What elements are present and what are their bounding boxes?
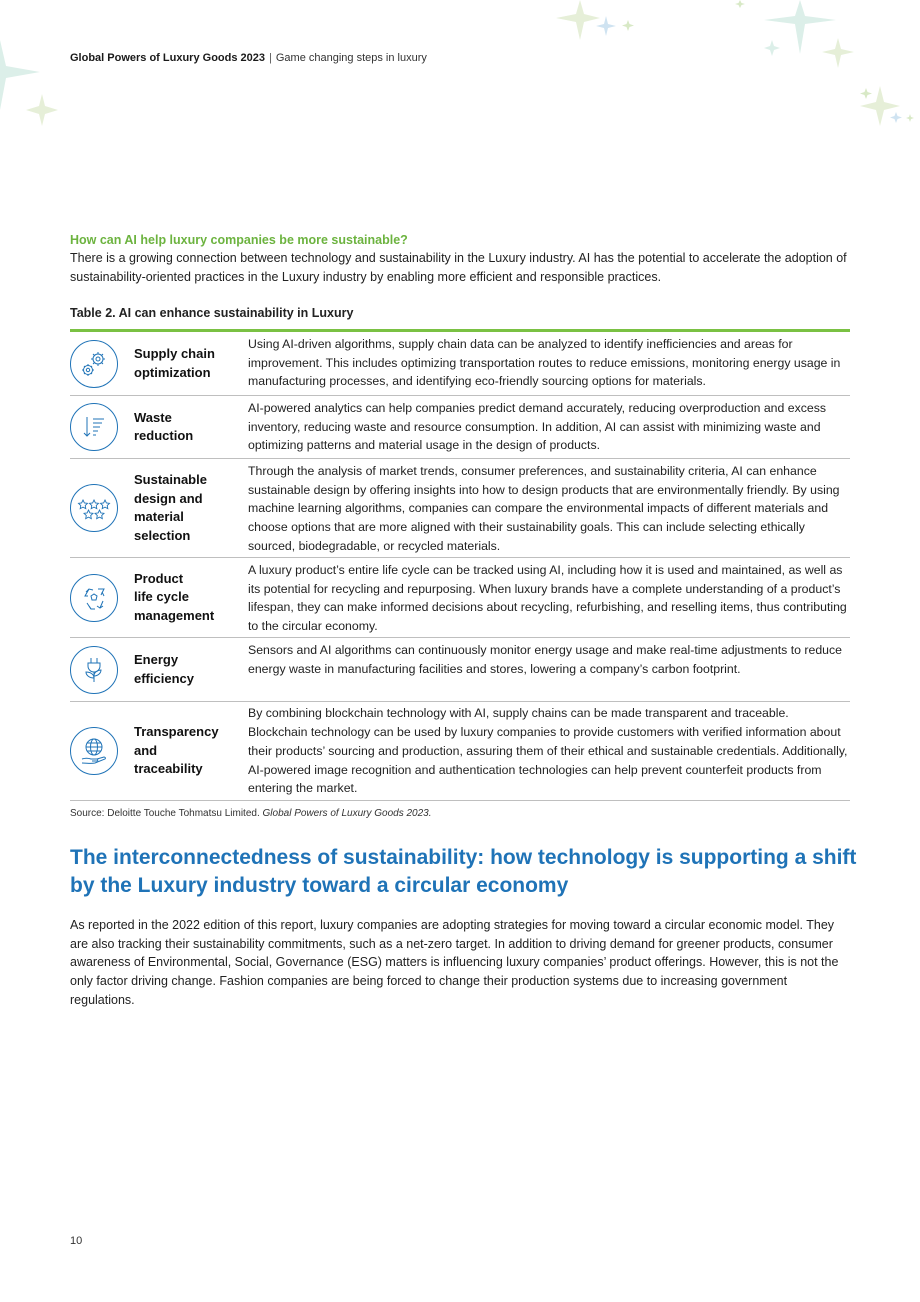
row-label bbox=[134, 459, 248, 557]
sparkle-star-icon bbox=[622, 20, 634, 31]
sparkle-star-icon bbox=[890, 112, 902, 123]
icon-cell bbox=[70, 332, 134, 395]
row-label-line: material bbox=[134, 509, 184, 524]
intro-section bbox=[70, 232, 850, 287]
row-label-line: traceability bbox=[134, 761, 203, 777]
recycle-icon bbox=[70, 574, 118, 622]
sparkle-star-icon bbox=[860, 86, 900, 126]
icon-cell bbox=[70, 396, 134, 458]
sparkle-star-icon bbox=[860, 88, 872, 99]
globe-hand-icon bbox=[70, 727, 118, 775]
table-row bbox=[70, 459, 850, 558]
row-description: Using AI-driven algorithms, supply chain data can be analyzed to identify inefficiencies and areas for improvement. This includes optimizing transportation routes to reduce emissions, monitoring energy usage in manufacturing processes, and identifying eco-friendly sourcing options for materials. bbox=[248, 337, 841, 389]
sparkle-star-icon bbox=[764, 40, 780, 56]
row-label bbox=[134, 332, 248, 395]
icon-cell bbox=[70, 702, 134, 800]
row-description: Through the analysis of market trends, consumer preferences, and sustainability criteria, AI can enhance sustainable design by offering insights into how to design products that are environmentally friendly. By using machine learning algorithms, companies can compare the environmental impacts of different materials and choose options that are more aligned with their sustainability goals. This can include selecting ethically sourced, biodegradable, or recycled materials. bbox=[248, 464, 840, 553]
sparkle-star-icon bbox=[735, 0, 745, 8]
row-label bbox=[134, 558, 248, 637]
icon-cell bbox=[70, 638, 134, 701]
plug-leaf-icon bbox=[70, 646, 118, 694]
row-description: Sensors and AI algorithms can continuously monitor energy usage and make real-time adjustments to reduce energy waste in manufacturing facilities and stores, lowering a company’s carbon footprint. bbox=[248, 643, 842, 676]
intro-paragraph: There is a growing connection between technology and sustainability in the Luxury industry. AI has the potential to accelerate the adoption of sustainability-oriented practices in the Luxury industry by enabling more efficient and responsible practices. bbox=[70, 251, 847, 284]
sparkle-star-icon bbox=[556, 0, 600, 40]
gears-icon bbox=[70, 340, 118, 388]
intro-heading: How can AI help luxury companies be more sustainable? bbox=[70, 233, 408, 247]
row-description: A luxury product’s entire life cycle can be tracked using AI, including how it is used and maintained, as well as its potential for recycling and repurposing. When luxury brands have a complete understanding of a product’s lifespan, they can make informed decisions about recycling, refurbishing, and reselling items, thus contributing to the circular economy. bbox=[248, 563, 847, 634]
row-label-line: Sustainable bbox=[134, 472, 207, 487]
row-label-line: efficiency bbox=[134, 670, 194, 686]
table-row bbox=[70, 396, 850, 459]
row-label-line: Waste bbox=[134, 409, 172, 425]
table-row bbox=[70, 638, 850, 702]
row-label bbox=[134, 702, 248, 800]
page-number: 10 bbox=[70, 1235, 83, 1247]
row-label bbox=[134, 638, 248, 701]
sparkle-star-icon bbox=[764, 0, 836, 54]
row-label-line: management bbox=[134, 607, 215, 623]
table-row bbox=[70, 558, 850, 638]
header-separator: | bbox=[269, 52, 272, 64]
section-body: As reported in the 2022 edition of this report, luxury companies are adopting strategies for moving toward a circular economic model. They are also tracking their sustainability commitments, such as a net-zero target. In addition to driving demand for greener products, consumer awareness of Environmental, Social, Governance (ESG) matters is influencing luxury companies’ product offerings. However, this is not the only factor driving change. Fashion companies are being forced to change their production systems due to increasing government regulations. bbox=[70, 918, 839, 1007]
icon-cell bbox=[70, 459, 134, 557]
sparkle-star-icon bbox=[906, 114, 914, 122]
source-title: Global Powers of Luxury Goods 2023. bbox=[262, 808, 432, 819]
row-description: By combining blockchain technology with AI, supply chains can be made transparent and traceable. Blockchain technology can be used by luxury companies to provide customers with verified information about their products’ sourcing and production, assuring them of their ethical and sustainable credentials. Additionally, AI-powered image recognition and authentication technologies can help prevent counterfeit products from entering the market. bbox=[248, 706, 848, 796]
row-label-line: and bbox=[134, 742, 158, 758]
row-label-line: Supply chain bbox=[134, 346, 215, 361]
row-label-line: life cycle bbox=[134, 589, 189, 605]
row-label-line: selection bbox=[134, 527, 191, 543]
sparkle-star-icon bbox=[26, 94, 58, 126]
row-description: AI-powered analytics can help companies predict demand accurately, reducing overproduction and excess inventory, reducing waste and resource consumption. In addition, AI can assist with minimizing waste and optimizing patterns and material usage in the design of products. bbox=[248, 401, 827, 453]
row-label-line: reduction bbox=[134, 428, 194, 443]
row-label-line: Transparency bbox=[134, 724, 219, 740]
decorative-sparkles bbox=[0, 0, 920, 140]
header-subtitle: Game changing steps in luxury bbox=[275, 52, 427, 64]
table-title: Table 2. AI can enhance sustainability in Luxury bbox=[70, 306, 354, 320]
table-row bbox=[70, 702, 850, 801]
header-brand: Global Powers of Luxury Goods 2023 bbox=[70, 52, 265, 64]
row-label bbox=[134, 396, 248, 458]
source-prefix: Source: Deloitte Touche Tohmatsu Limited. bbox=[70, 808, 263, 819]
table-row bbox=[70, 332, 850, 396]
row-label-line: optimization bbox=[134, 364, 211, 380]
table-source bbox=[70, 808, 432, 819]
sort-down-icon bbox=[70, 403, 118, 451]
row-label-line: design and bbox=[134, 490, 203, 506]
row-label-line: Product bbox=[134, 570, 184, 586]
row-label-line: Energy bbox=[134, 652, 179, 667]
sparkle-star-icon bbox=[0, 40, 40, 110]
sparkle-star-icon bbox=[822, 38, 854, 68]
sustainability-table bbox=[70, 329, 850, 801]
section-title: The interconnectedness of sustainability: how technology is supporting a shift by the Luxury industry toward a circular economy bbox=[70, 846, 857, 897]
sparkle-star-icon bbox=[596, 16, 616, 36]
running-header bbox=[70, 52, 427, 64]
stars-rating-icon bbox=[70, 484, 118, 532]
icon-cell bbox=[70, 558, 134, 637]
